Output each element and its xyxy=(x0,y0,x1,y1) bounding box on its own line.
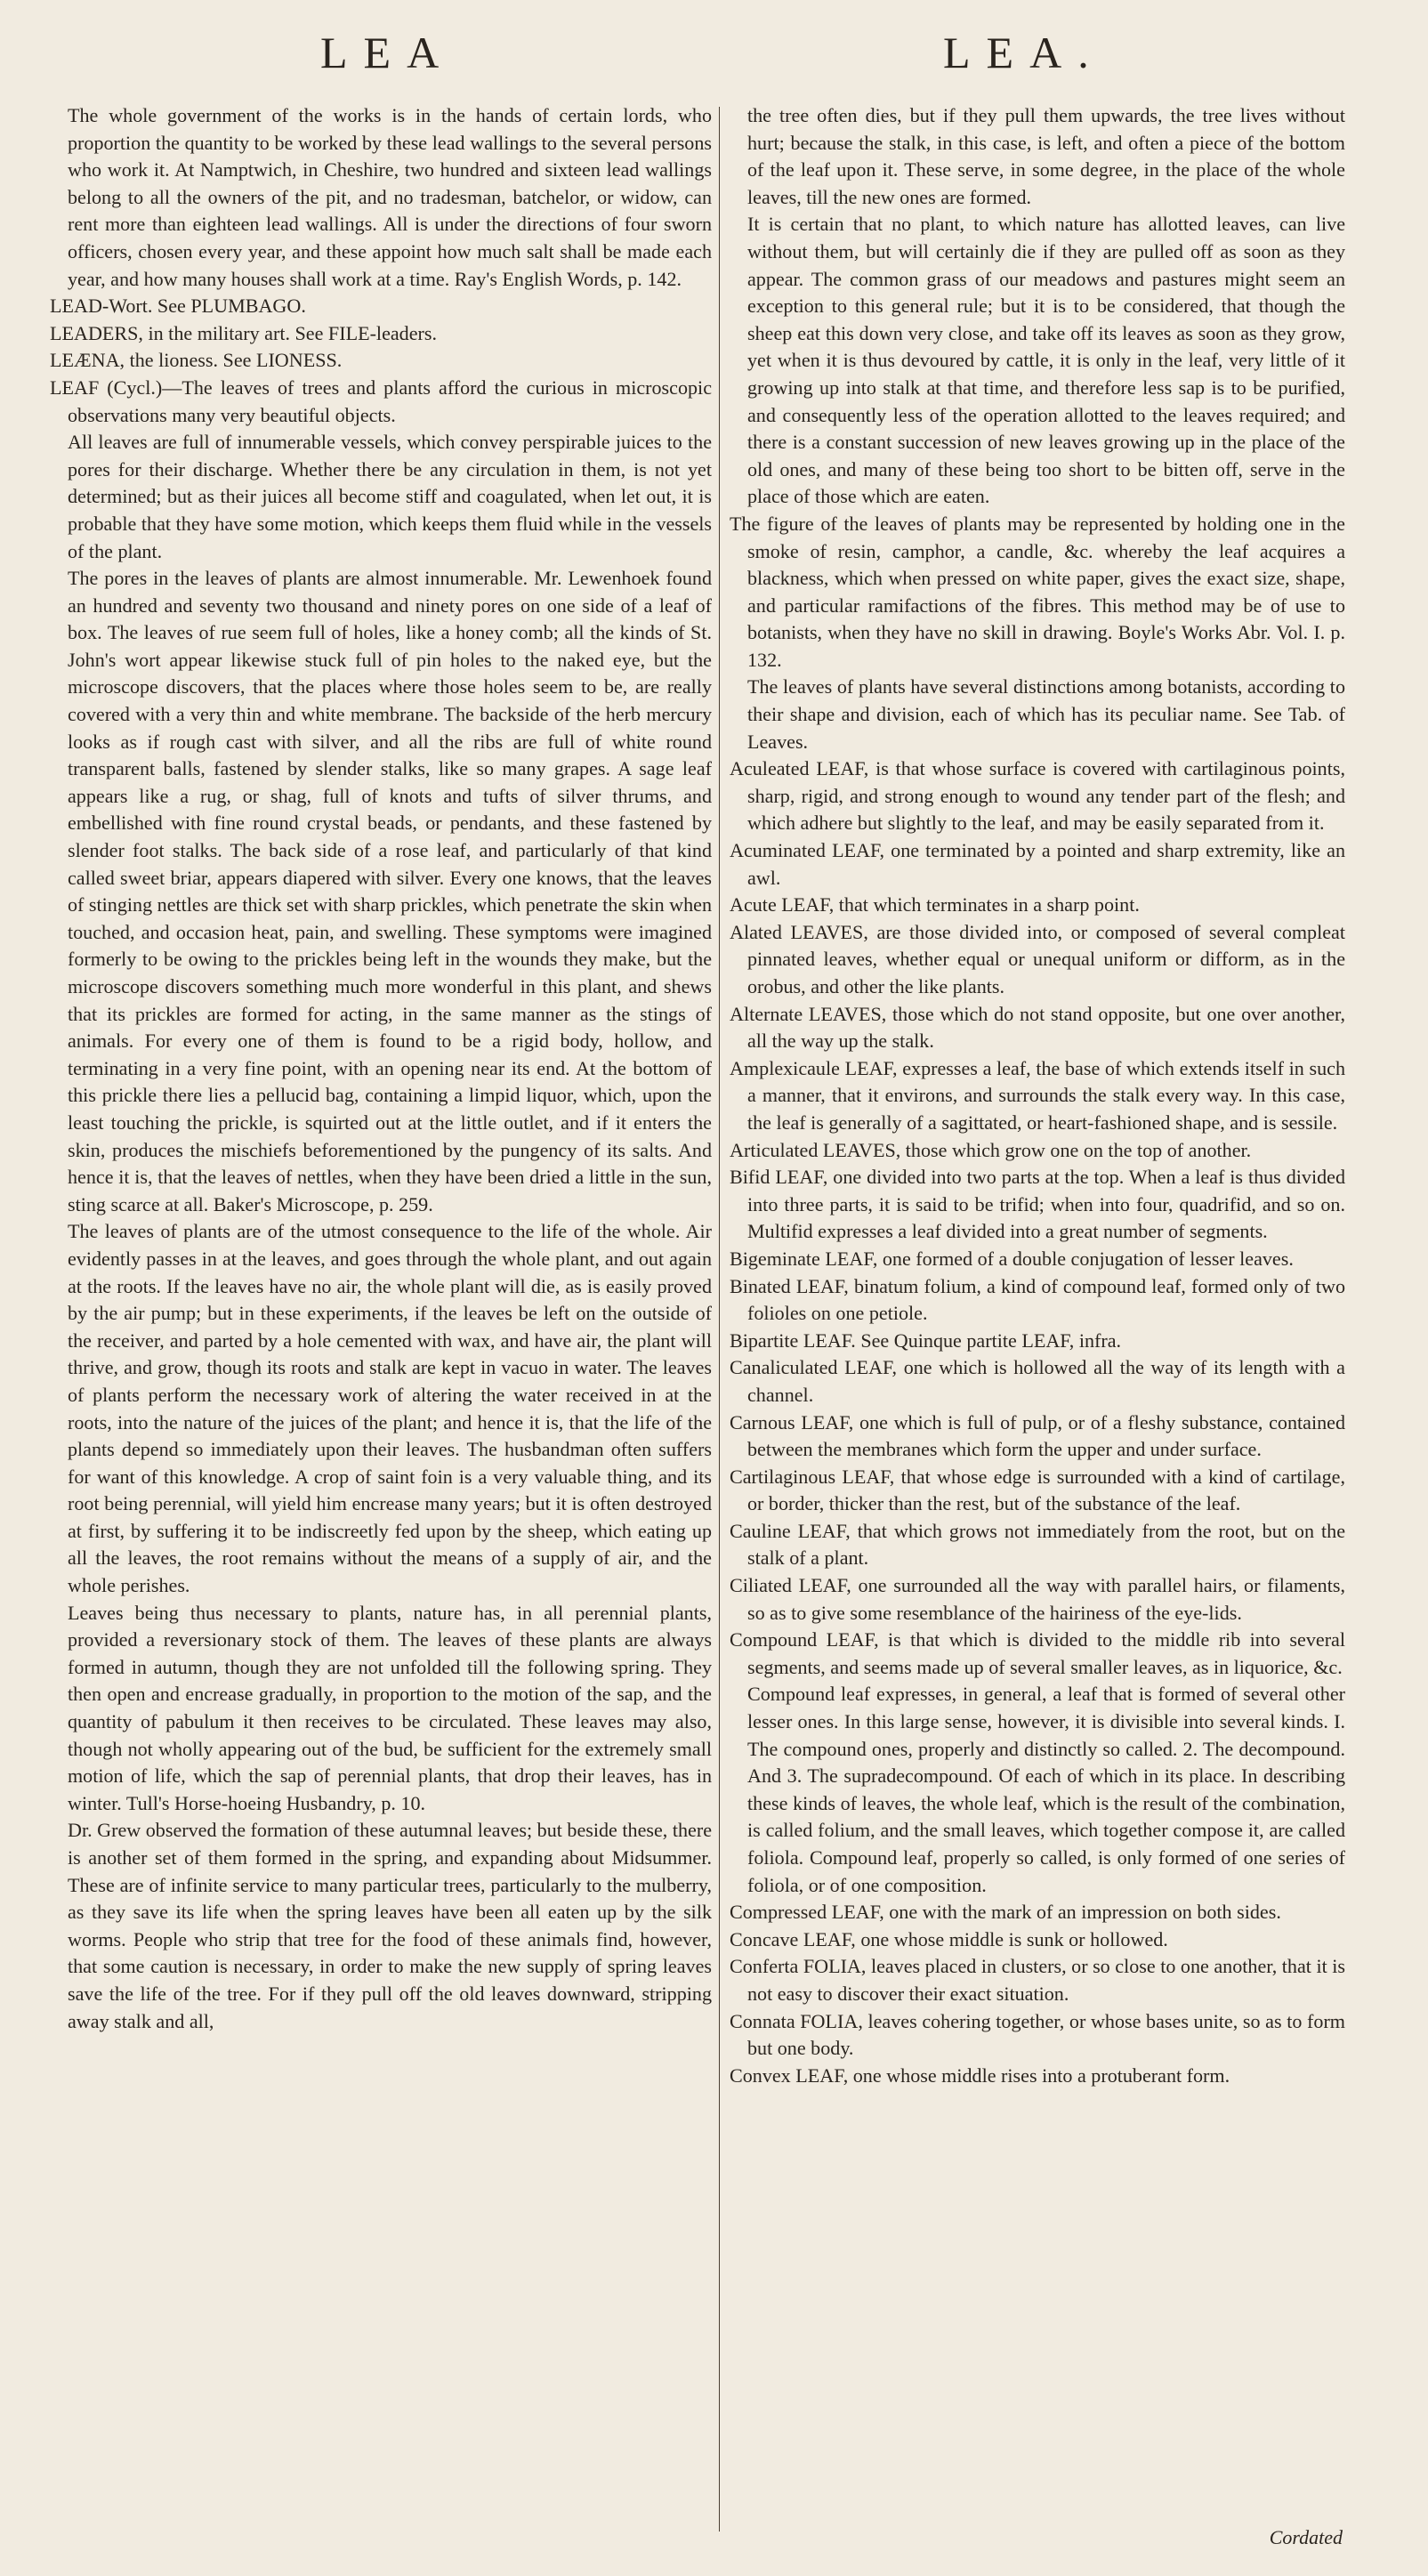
dictionary-entry: Amplexicaule LEAF, expresses a leaf, the base of which extends itself in such a manner, that it environs, and surrounds the stalk every way. In this case, the leaf is generally of a sagittated, or heart-fashioned shape, and is sessile. xyxy=(730,1056,1345,1134)
dictionary-entry: Alated LEAVES, are those divided into, or composed of several compleat pinnated leaves, whether equal or unequal uniform or difform, as in the orobus, and other the like plants. xyxy=(730,920,1345,997)
paragraph: The leaves of plants are of the utmost consequence to the life of the whole. Air evidently passes in at the leaves, and goes through the whole plant, and out again at the roots. If the leaves have no air, the whole plant will die, as is easily proved by the air pump; but in these experiments, if the leaves be left on the outside of the receiver, and parted by a hole cemented with wax, and have air, the plant will thrive, and grow, though its roots and stalk are kept in vacuo in water. The leaves of plants perform the necessary work of altering the water received in at the roots, into the nature of the juices of the plant; and hence it is, that the life of the plants depend so immediately upon their leaves. The husbandman often suffers for want of this knowledge. A crop of saint foin is a very valuable thing, and its root being perennial, will yield him encrease many years; but it is often destroyed at first, by suffering it to be indiscreetly fed upon by the sheep, which eating up all the leaves, the root remains without the means of a supply of air, and the whole perishes. xyxy=(68,1220,712,1597)
paragraph: Leaves being thus necessary to plants, nature has, in all perennial plants, provided a reversionary stock of them. The leaves of these plants are always formed in autumn, though they are not unfolded till the following spring. They then open and encrease gradually, in proportion to the motion of the sap, and the quantity of pabulum it then receives to be circulated. These leaves may also, though not wholly appearing out of the bud, be sufficient for the extremely small motion of life, which the sap of perennial plants, that drop their leaves, has in winter. Tull's Horse-hoeing Husbandry, p. 10. xyxy=(68,1601,712,1814)
dictionary-entry: Bigeminate LEAF, one formed of a double conjugation of lesser leaves. xyxy=(730,1247,1294,1270)
paragraph: All leaves are full of innumerable vessels, which convey perspirable juices to the pores for their discharge. Whether there be any circulation in them, is not yet determined; but as their juices all become stiff and coagulated, when let out, it is probable that they have some motion, which keeps them fluid while in the vessels of the plant. xyxy=(68,431,712,562)
dictionary-entry: Canaliculated LEAF, one which is hollowed all the way of its length with a channel. xyxy=(730,1356,1345,1406)
dictionary-entry: Alternate LEAVES, those which do not stand opposite, but one over another, all the way up the stalk. xyxy=(730,1002,1345,1053)
dictionary-entry: Articulated LEAVES, those which grow one on the top of another. xyxy=(730,1138,1252,1161)
paragraph: Dr. Grew observed the formation of these autumnal leaves; but beside these, there is another set of them formed in the spring, and expanding about Midsummer. These are of infinite service to many particular trees, particularly to the mulberry, as they save its life when the spring leaves have been all eaten up by the silk worms. People who strip that tree for the food of these animals find, however, that some caution is necessary, in order to make the new supply of spring leaves save the life of the tree. For if they pull off the old leaves downward, stripping away stalk and all, xyxy=(68,1819,712,2032)
dictionary-entry: The figure of the leaves of plants may be represented by holding one in the smoke of resin, camphor, a candle, &c. whereby the leaf acquires a blackness, which when pressed on white paper, gives the exact size, shape, and particular ramifactions of the fibres. This method may be of use to botanists, when they have no skill in drawing. Boyle's Works Abr. Vol. I. p. 132. xyxy=(730,512,1345,671)
paragraph: the tree often dies, but if they pull them upwards, the tree lives without hurt; because the stalk, in this case, is left, and often a piece of the bottom of the leaf upon it. These serve, in some degree, in the place of the whole leaves, till the new ones are formed. xyxy=(747,104,1345,208)
dictionary-entry: Ciliated LEAF, one surrounded all the way with parallel hairs, or filaments, so as to give some resemblance of the hairiness of the eye-lids. xyxy=(730,1574,1345,1624)
paragraph: Compound leaf expresses, in general, a leaf that is formed of several other lesser ones. In this large sense, however, it is divisible into several kinds. I. The compound ones, properly and distinctly so called. 2. The decompound. And 3. The supradecompound. Of each of which in its place. In describing these kinds of leaves, the whole leaf, which is the result of the combination, is called folium, and the small leaves, which together compose it, are called foliola. Compound leaf, properly so called, is only formed of one series of foliola, or of one composition. xyxy=(747,1683,1345,1896)
dictionary-entry: Acuminated LEAF, one terminated by a pointed and sharp extremity, like an awl. xyxy=(730,839,1345,889)
right-column xyxy=(730,102,1345,2545)
dictionary-entry: LEADERS, in the military art. See FILE-leaders. xyxy=(50,321,438,344)
dictionary-entry: Convex LEAF, one whose middle rises into a protuberant form. xyxy=(730,2063,1230,2087)
dictionary-entry: Bipartite LEAF. See Quinque partite LEAF, infra. xyxy=(730,1328,1122,1352)
dictionary-entry: Compressed LEAF, one with the mark of an impression on both sides. xyxy=(730,1901,1281,1924)
dictionary-entry: Binated LEAF, binatum folium, a kind of compound leaf, formed only of two folioles on one petiole. xyxy=(730,1274,1345,1325)
dictionary-entry: Bifid LEAF, one divided into two parts at the top. When a leaf is thus divided into three parts, it is said to be trifid; when into four, quadrifid, and so on. Multifid expresses a leaf divided into a great number of segments. xyxy=(730,1166,1345,1243)
running-head-left: LEA xyxy=(320,28,456,77)
dictionary-entry: LEAD-Wort. See PLUMBAGO. xyxy=(50,295,306,318)
dictionary-entry: LEÆNA, the lioness. See LIONESS. xyxy=(50,349,343,372)
column-divider xyxy=(719,107,720,2532)
running-head-right: LEA. xyxy=(943,28,1105,77)
dictionary-entry: LEAF (Cycl.)—The leaves of trees and plants afford the curious in microscopic observations many very beautiful objects. xyxy=(50,375,712,426)
catchword: Cordated xyxy=(1269,2526,1343,2548)
dictionary-entry: Concave LEAF, one whose middle is sunk or hollowed. xyxy=(730,1927,1168,1950)
dictionary-entry: Connata FOLIA, leaves cohering together, or whose bases unite, so as to form but one body. xyxy=(730,2009,1345,2060)
paragraph: The whole government of the works is in the hands of certain lords, who proportion the quantity to be worked by these lead wallings to the several persons who work it. At Namptwich, in Cheshire, two hundred and sixteen lead wallings belong to all the owners of the pit, and no tradesman, batchelor, or widow, can rent more than eighteen lead wallings. All is under the directions of four sworn officers, chosen every year, and these appoint how much salt shall be made each year, and how many houses shall work at a time. Ray's English Words, p. 142. xyxy=(68,104,712,290)
page-header xyxy=(0,27,1428,89)
dictionary-entry: Carnous LEAF, one which is full of pulp, or of a fleshy substance, contained between the membranes which form the upper and under surface. xyxy=(730,1410,1345,1461)
dictionary-entry: Cauline LEAF, that which grows not immediately from the root, but on the stalk of a plant. xyxy=(730,1519,1345,1570)
dictionary-entry: Cartilaginous LEAF, that whose edge is surrounded with a kind of cartilage, or border, thicker than the rest, but of the substance of the leaf. xyxy=(730,1465,1345,1515)
left-column xyxy=(50,102,712,2545)
dictionary-entry: Aculeated LEAF, is that whose surface is covered with cartilaginous points, sharp, rigid, and strong enough to wound any tender part of the flesh; and which adhere but slightly to the leaf, and may be easily separated from it. xyxy=(730,757,1345,835)
dictionary-entry: Conferta FOLIA, leaves placed in clusters, or so close to one another, that it is not easy to discover their exact situation. xyxy=(730,1955,1345,2005)
paragraph: The pores in the leaves of plants are almost innumerable. Mr. Lewenhoek found an hundred and seventy two thousand and ninety pores on one side of a leaf of box. The leaves of rue seem full of holes, like a honey comb; all the kinds of St. John's wort appear likewise stuck full of pin holes to the naked eye, but the microscope discovers, that the places where those holes seem to be, are really covered with a very thin and white membrane. The backside of the herb mercury looks as if rough cast with silver, and all the ribs are full of white round transparent balls, fastened by slender stalks, like so many grapes. A sage leaf appears like a rug, or shag, full of knots and tufts of silver thrums, and embellished with fine round crystal beads, or pendants, and these fastened by slender foot stalks. The back side of a rose leaf, and particularly of that kind called sweet briar, appears diapered with silver. Every one knows, that the leaves of stinging nettles are thick set with sharp prickles, which penetrate the skin when touched, and occasion heat, pain, and swelling. These symptoms were imagined formerly to be owing to the prickles being left in the wounds they make, but the microscope discovers something much more wonderful in this plant, and shews that its prickles are formed for acting, in the same manner as the stings of animals. For every one of them is found to be a rigid body, hollow, and terminating in a very fine point, with an opening near its end. At the bottom of this prickle there lies a pellucid bag, containing a limpid liquor, which, upon the least touching the prickle, is squirted out at the little outlet, and if it enters the skin, produces the mischiefs beforementioned by the pungency of its salts. And hence it is, that the leaves of nettles, when they have been dried a little in the sun, sting scarce at all. Baker's Microscope, p. 259. xyxy=(68,567,712,1215)
paragraph: It is certain that no plant, to which nature has allotted leaves, can live without them, but will certainly die if they are pulled off as soon as they appear. The common grass of our meadows and pastures might seem an exception to this general rule; but it is to be considered, that though the sheep eat this down very close, and take off its leaves as soon as they grow, yet when it is thus devoured by cattle, it is only in the leaf, very little of it growing up into stalk at that time, and therefore less sap is to be purified, and consequently less of the operation allotted to the leaves required; and there is a constant succession of new leaves growing up in the place of the old ones, and many of these being too short to be bitten off, serve in the place of those which are eaten. xyxy=(747,213,1345,508)
dictionary-entry: Compound LEAF, is that which is divided to the middle rib into several segments, and seems made up of several smaller leaves, as in liquorice, &c. xyxy=(730,1628,1345,1678)
paragraph: The leaves of plants have several distinctions among botanists, according to their shape and division, each of which has its peculiar name. See Tab. of Leaves. xyxy=(747,675,1345,753)
dictionary-entry: Acute LEAF, that which terminates in a sharp point. xyxy=(730,893,1140,917)
